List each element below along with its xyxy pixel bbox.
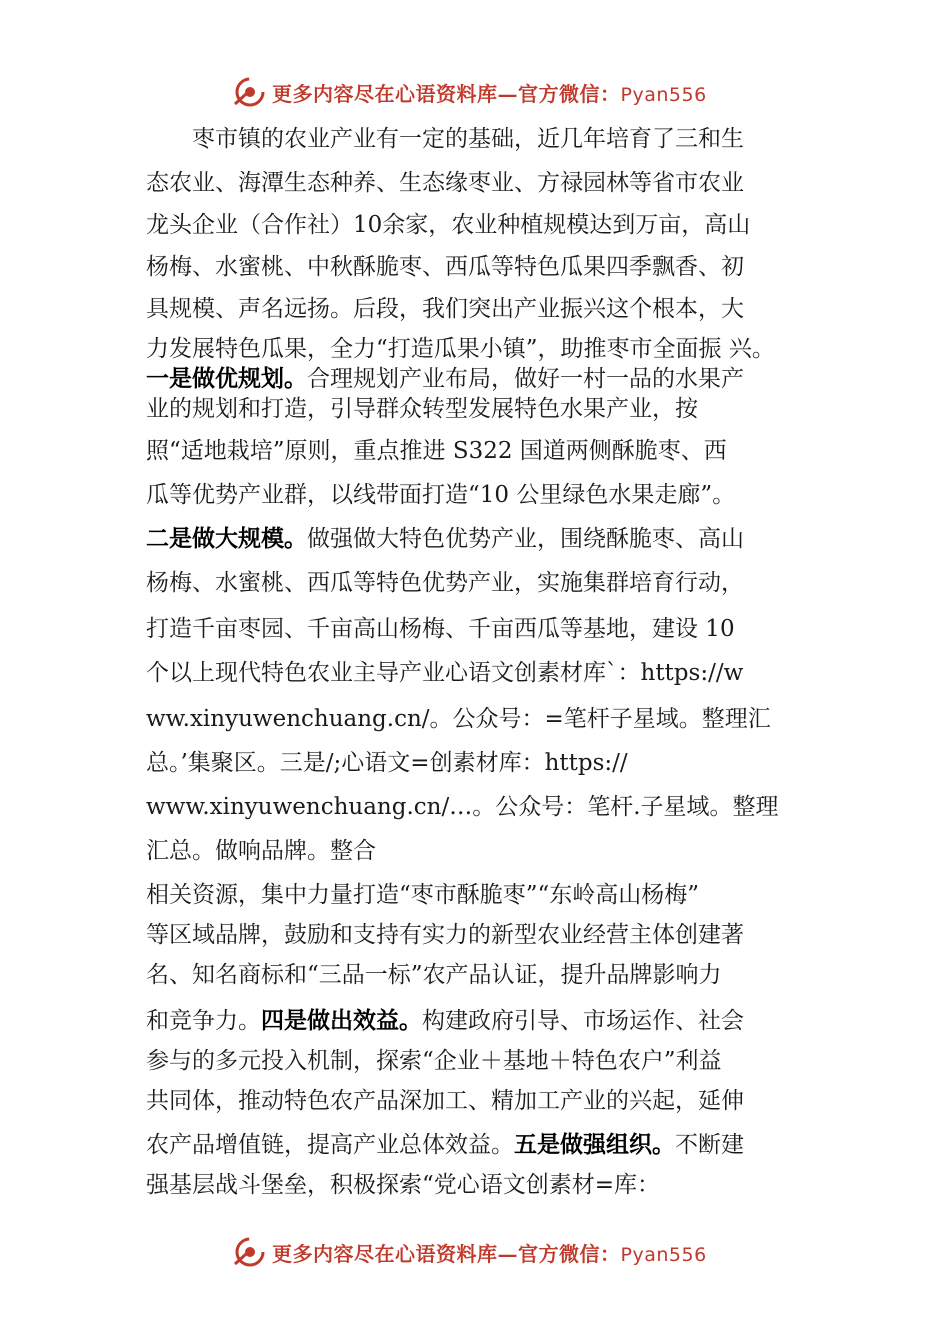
- brand-logo-icon: [232, 74, 268, 110]
- text-line: 参与的多元投入机制，探索“企业＋基地＋特色农户”利益: [146, 1048, 722, 1074]
- text-line: 具规模、声名远扬。后段，我们突出产业振兴这个根本，大: [146, 296, 744, 322]
- footer-banner: [232, 1232, 707, 1272]
- text-line: 共同体，推动特色农产品深加工、精加工产业的兴起，延伸: [146, 1088, 744, 1114]
- text-line: 枣市镇的农业产业有一定的基础，近几年培育了三和生: [146, 126, 744, 152]
- text-line: 业的规划和打造，引导群众转型发展特色水果产业，按: [146, 396, 698, 422]
- text-line: 照“适地栽培”原则，重点推进 S322 国道两侧酥脆枣、西: [146, 438, 727, 464]
- section-heading: 二是做大规模。: [146, 526, 307, 552]
- text-line: 和竞争力。四是做出效益。构建政府引导、市场运作、社会: [146, 1008, 744, 1034]
- text-line: 汇总。做响品牌。整合: [146, 838, 376, 864]
- text-line: 二是做大规模。做强做大特色优势产业，围绕酥脆枣、高山: [146, 526, 744, 552]
- text-line: ww.xinyuwenchuang.cn/。公众号：=笔杆子星域。整理汇: [146, 706, 771, 732]
- banner-wechat-id: Pyan556: [620, 1243, 707, 1266]
- banner-text: 更多内容尽在心语资料库—官方微信：: [272, 81, 621, 106]
- text-line: 态农业、海潭生态种养、生态缘枣业、方禄园林等省市农业: [146, 170, 744, 196]
- banner-wechat-id: Pyan556: [620, 83, 707, 106]
- text-line: 相关资源，集中力量打造“枣市酥脆枣”“东岭高山杨梅”: [146, 882, 700, 908]
- text-line: 农产品增值链，提高产业总体效益。五是做强组织。不断建: [146, 1132, 744, 1158]
- text-line: www.xinyuwenchuang.cn/…。公众号：笔杆.子星域。整理: [146, 794, 779, 820]
- text-line: 总。’集聚区。三是/;心语文=创素材库：https://: [146, 750, 628, 776]
- text-line: 强基层战斗堡垒，积极探索“党心语文创素材=库：: [146, 1172, 661, 1198]
- text-line: 个以上现代特色农业主导产业心语文创素材库`：https://w: [146, 660, 744, 686]
- header-banner: [232, 72, 707, 112]
- section-heading: 一是做优规划。: [146, 366, 307, 392]
- text-line: 力发展特色瓜果，全力“打造瓜果小镇”，助推枣市全面振 兴。: [146, 336, 775, 362]
- text-line: 打造千亩枣园、千亩高山杨梅、千亩西瓜等基地，建设 10: [146, 616, 735, 642]
- brand-logo-icon: [232, 1234, 268, 1270]
- text-line: 瓜等优势产业群，以线带面打造“10 公里绿色水果走廊”。: [146, 482, 736, 508]
- section-heading: 五是做强组织。: [514, 1132, 675, 1158]
- text-line: 龙头企业（合作社）10余家，农业种植规模达到万亩，高山: [146, 212, 751, 238]
- banner-text: 更多内容尽在心语资料库—官方微信：: [272, 1241, 621, 1266]
- text-line: 等区域品牌，鼓励和支持有实力的新型农业经营主体创建著: [146, 922, 744, 948]
- text-line: 名、知名商标和“三品一标”农产品认证，提升品牌影响力: [146, 962, 722, 988]
- section-heading: 四是做出效益。: [261, 1008, 422, 1034]
- text-line: 杨梅、水蜜桃、西瓜等特色优势产业，实施集群培育行动，: [146, 570, 744, 596]
- text-line: 一是做优规划。合理规划产业布局，做好一村一品的水果产: [146, 366, 744, 392]
- text-line: 杨梅、水蜜桃、中秋酥脆枣、西瓜等特色瓜果四季飘香、初: [146, 254, 744, 280]
